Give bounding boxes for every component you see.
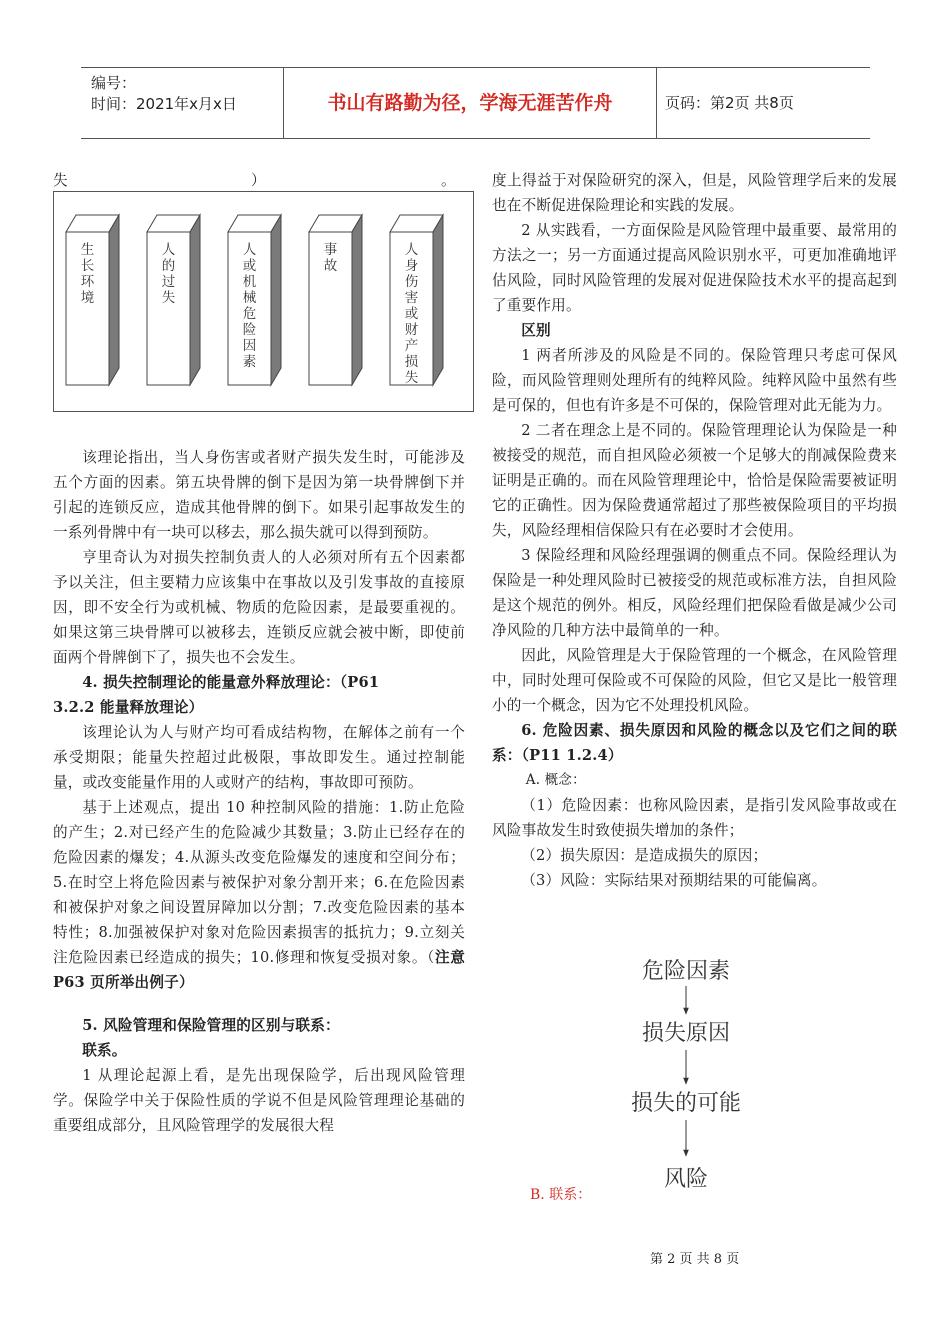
domino-block [66, 215, 119, 385]
page-header [81, 67, 870, 139]
left-column-text [53, 445, 465, 1138]
time-label: 时间：2021年x月x日 [91, 95, 237, 113]
domino-label-char: 的 [161, 258, 176, 274]
domino-blocks-svg [54, 192, 475, 413]
paragraph-conclusion: 因此，风险管理是大于保险管理的一个概念，在风险管理中，同时处理可保险或不可保险的风险，但它又是比一般管理小的一个概念，因为它不处理投机风险。 [492, 647, 897, 714]
number-label: 编号： [91, 74, 137, 92]
page-footer: 第 2 页 共 8 页 [650, 1252, 740, 1267]
paragraph-domino-theory: 该理论指出，当人身伤害或者财产损失发生时，可能涉及五个方面的因素。第五块骨牌的倒下是因为第一块骨牌倒下并引起的连锁反应，造成其他骨牌的倒下。如果引起事故发生的一系列骨牌中有一块可以移去，那么损失就可以得到预防。 [53, 449, 465, 541]
first-line-start: 失 [53, 172, 68, 189]
domino-label-char: 危 [242, 306, 257, 322]
domino-label-char: 事 [323, 242, 338, 258]
domino-label-char: 生 [80, 242, 95, 258]
paragraph-ten-measures [53, 795, 465, 995]
heading-connection: 联系。 [82, 1042, 127, 1059]
domino-label-char: 因 [242, 338, 257, 354]
domino-label-char: 产 [404, 338, 419, 354]
paragraph-connection-1-cont: 度上得益于对保险研究的深入，但是，风险管理学后来的发展也在不断促进保险理论和实践的发展。 [492, 172, 897, 214]
flow-loss-possibility: 损失的可能 [630, 1091, 742, 1116]
domino-label-char: 失 [404, 370, 419, 386]
domino-label-char: 或 [404, 306, 419, 322]
connection-label: B. 联系： [530, 1187, 592, 1203]
ten-measures-note: 注意 P63 页所举出例子 [53, 949, 466, 991]
domino-label-char: 害 [404, 290, 419, 306]
domino-side-face [109, 215, 119, 385]
domino-label-char: 财 [404, 322, 419, 338]
first-line-end: 。 [441, 172, 456, 189]
domino-label-char: 人 [242, 242, 257, 258]
domino-label-char: 机 [242, 274, 257, 290]
heading-section-6: 6. 危险因素、损失原因和风险的概念以及它们之间的联系：（P11 1.2.4） [492, 722, 897, 764]
domino-label-char: 长 [80, 258, 95, 274]
concept-label: A. 概念： [525, 772, 586, 788]
first-line-paren: ） [251, 172, 266, 189]
header-page-info: 页码：第2页 共8页 [665, 94, 794, 112]
domino-block [309, 215, 362, 385]
heading-energy-theory-line2: 3.2.2 能量释放理论） [53, 699, 204, 716]
heading-section-5: 5. 风险管理和保险管理的区别与联系： [82, 1017, 340, 1034]
first-line [53, 171, 474, 191]
ten-measures-text: 基于上述观点，提出 10 种控制风险的措施：1.防止危险的产生；2.对已经产生的危险减少其数量；3.防止已经存在的危险因素的爆发；4.从源头改变危险爆发的速度和空间分布；5.在时空上将危险因素与被保护对象分割开来；6.在危险因素和被保护对象之间设置屏障加以分割；7.改变危险因素的基本特性；8.加强被保护对象对危险因素损害的抵抗力；9.立刻关注危险因素已经造成的损失；10.修理和恢复受损对象。（ [53, 799, 465, 966]
paragraph-connection-2: 2 从实践看，一方面保险是风险管理中最重要、最常用的方法之一；另一方面通过提高风险识别水平，可更加准确地评估风险，同时风险管理的发展对促进保险技术水平的提高起到了重要作用。 [492, 222, 897, 314]
domino-block [228, 215, 281, 385]
domino-label-char: 人 [161, 242, 176, 258]
domino-label-char: 身 [404, 258, 419, 274]
paragraph-difference-3: 3 保险经理和风险经理强调的侧重点不同。保险经理认为保险是一种处理风险时已被接受的规范或标准方法，自担风险是这个规范的例外。相反，风险经理们把保险看做是减少公司净风险的几种方法中最简单的一种。 [492, 547, 897, 639]
flow-hazard: 危险因素 [641, 959, 731, 984]
domino-label-char: 故 [323, 258, 338, 274]
spacer [53, 995, 465, 1013]
domino-label-char: 伤 [404, 274, 419, 290]
domino-label-char: 人 [404, 242, 419, 258]
paragraph-connection-1: 1 从理论起源上看，是先出现保险学，后出现风险管理学。保险学中关于保险性质的学说不但是风险管理理论基础的重要组成部分，且风险管理学的发展很大程 [53, 1067, 465, 1134]
ten-measures-end: ） [178, 974, 194, 991]
paragraph-difference-2: 2 二者在理念上是不同的。保险管理理论认为保险是一种被接受的规范，而自担风险必须被一个足够大的削减保险费来证明是正确的。而在风险管理理论中，恰恰是保险需要被证明它的正确性。因为保险费通常超过了那些被保险项目的平均损失，风险经理相信保险只有在必要时才会使用。 [492, 422, 897, 539]
paragraph-energy-theory: 该理论认为人与财产均可看成结构物，在解体之前有一个承受期限；能量失控超过此极限，事故即发生。通过控制能量，或改变能量作用的人或财产的结构，事故即可预防。 [53, 724, 465, 791]
concept-hazard: （1）危险因素：也称风险因素，是指引发风险事故或在风险事故发生时致使损失增加的条件； [492, 797, 897, 839]
domino-side-face [190, 215, 200, 385]
domino-block [147, 215, 200, 385]
domino-side-face [352, 215, 362, 385]
header-motto: 书山有路勤为径，学海无涯苦作舟 [283, 68, 657, 138]
risk-flow-diagram [600, 950, 780, 1200]
domino-label-char: 或 [242, 258, 257, 274]
concept-loss-cause: （2）损失原因：是造成损失的原因； [521, 847, 768, 864]
paragraph-heinrich: 亨里奇认为对损失控制负责人的人必须对所有五个因素都予以关注，但主要精力应该集中在事故以及引发事故的直接原因，即不安全行为或机械、物质的危险因素，是最要重视的。如果这第三块骨牌可以被移去，连锁反应就会被中断，即使前面两个骨牌倒下了，损失也不会发生。 [53, 549, 465, 666]
heading-difference: 区别 [521, 322, 551, 339]
domino-label-char: 环 [80, 274, 95, 290]
domino-label-char: 损 [404, 354, 419, 370]
domino-label-char: 失 [161, 290, 176, 306]
flow-risk: 风险 [663, 1167, 709, 1192]
domino-figure [53, 191, 474, 412]
domino-label-char: 素 [242, 354, 257, 370]
domino-side-face [271, 215, 281, 385]
domino-label-char: 境 [80, 290, 95, 306]
paragraph-difference-1: 1 两者所涉及的风险是不同的。保险管理只考虑可保风险，而风险管理则处理所有的纯粹风险。纯粹风险中虽然有些是可保的，但也有许多是不可保的，保险管理对此无能为力。 [492, 347, 897, 414]
domino-block [390, 215, 443, 386]
flow-loss-cause: 损失原因 [641, 1021, 731, 1046]
domino-label-char: 过 [161, 274, 176, 290]
concept-risk: （3）风险：实际结果对预期结果的可能偏离。 [521, 872, 827, 889]
domino-side-face [433, 215, 443, 385]
domino-label-char: 械 [242, 290, 257, 306]
header-meta [81, 68, 283, 138]
heading-energy-theory-line1: 4. 损失控制理论的能量意外释放理论：（P61 [82, 674, 380, 691]
right-column-text [492, 168, 897, 893]
domino-label-char: 险 [242, 322, 257, 338]
